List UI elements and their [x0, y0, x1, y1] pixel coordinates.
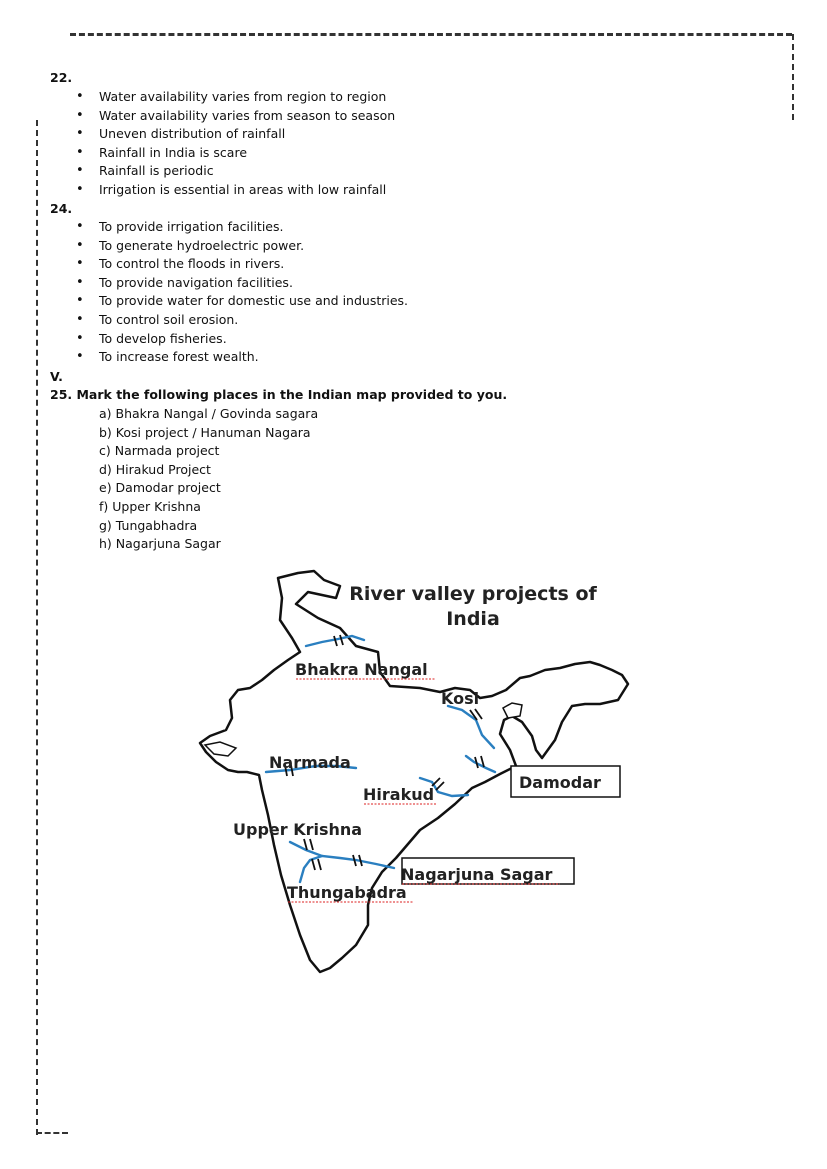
list-item: h) Nagarjuna Sagar [99, 536, 221, 552]
list-item: • To control soil erosion. [76, 311, 408, 330]
list-item: f) Upper Krishna [99, 498, 201, 514]
label-thungabadra: Thungabadra [287, 883, 407, 902]
list-item: a) Bhakra Nangal / Govinda sagara [99, 406, 319, 421]
map-title-line1: River valley projects of [349, 583, 597, 605]
list-item: • Water availability varies from season to season [76, 107, 395, 126]
question-25-places [99, 405, 318, 554]
list-item: d) Hirakud Project [99, 461, 211, 477]
label-nagarjuna-sagar: Nagarjuna Sagar [401, 865, 553, 884]
list-item: • Rainfall is periodic [76, 162, 395, 181]
question-25-text: 25. Mark the following places in the Indian map provided to you. [50, 387, 508, 402]
label-kosi: Kosi [441, 689, 480, 708]
page-border-left [36, 120, 38, 1135]
question-24-number: 24. [50, 201, 73, 216]
list-item: • Irrigation is essential in areas with low rainfall [76, 181, 395, 200]
list-item: c) Narmada project [99, 443, 220, 459]
list-item: • To control the floods in rivers. [76, 255, 408, 274]
page-border-top [70, 33, 792, 36]
label-bhakra-nangal: Bhakra Nangal [295, 660, 428, 679]
question-24-answers [76, 218, 408, 367]
list-item: b) Kosi project / Hanuman Nagara [99, 424, 311, 440]
label-upper-krishna: Upper Krishna [233, 820, 363, 839]
list-item: • To provide navigation facilities. [76, 274, 408, 293]
map-title-line2: India [446, 608, 500, 630]
section-heading: V. [50, 369, 63, 384]
list-item: g) Tungabhadra [99, 517, 198, 533]
list-item: • To generate hydroelectric power. [76, 237, 408, 256]
question-22-number: 22. [50, 70, 73, 85]
list-item: • To develop fisheries. [76, 330, 408, 349]
page-border-right [792, 34, 794, 120]
question-22-answers [76, 88, 395, 200]
label-narmada: Narmada [269, 753, 351, 772]
list-item: • To increase forest wealth. [76, 348, 408, 367]
list-item: • To provide irrigation facilities. [76, 218, 408, 237]
list-item: • Uneven distribution of rainfall [76, 125, 395, 144]
india-map [195, 565, 635, 980]
label-hirakud: Hirakud [363, 785, 435, 804]
list-item: • Water availability varies from region to region [76, 88, 395, 107]
list-item: • To provide water for domestic use and industries. [76, 292, 408, 311]
label-damodar: Damodar [519, 773, 601, 792]
page-border-bottom [36, 1132, 68, 1134]
list-item: • Rainfall in India is scare [76, 144, 395, 163]
list-item: e) Damodar project [99, 480, 221, 496]
